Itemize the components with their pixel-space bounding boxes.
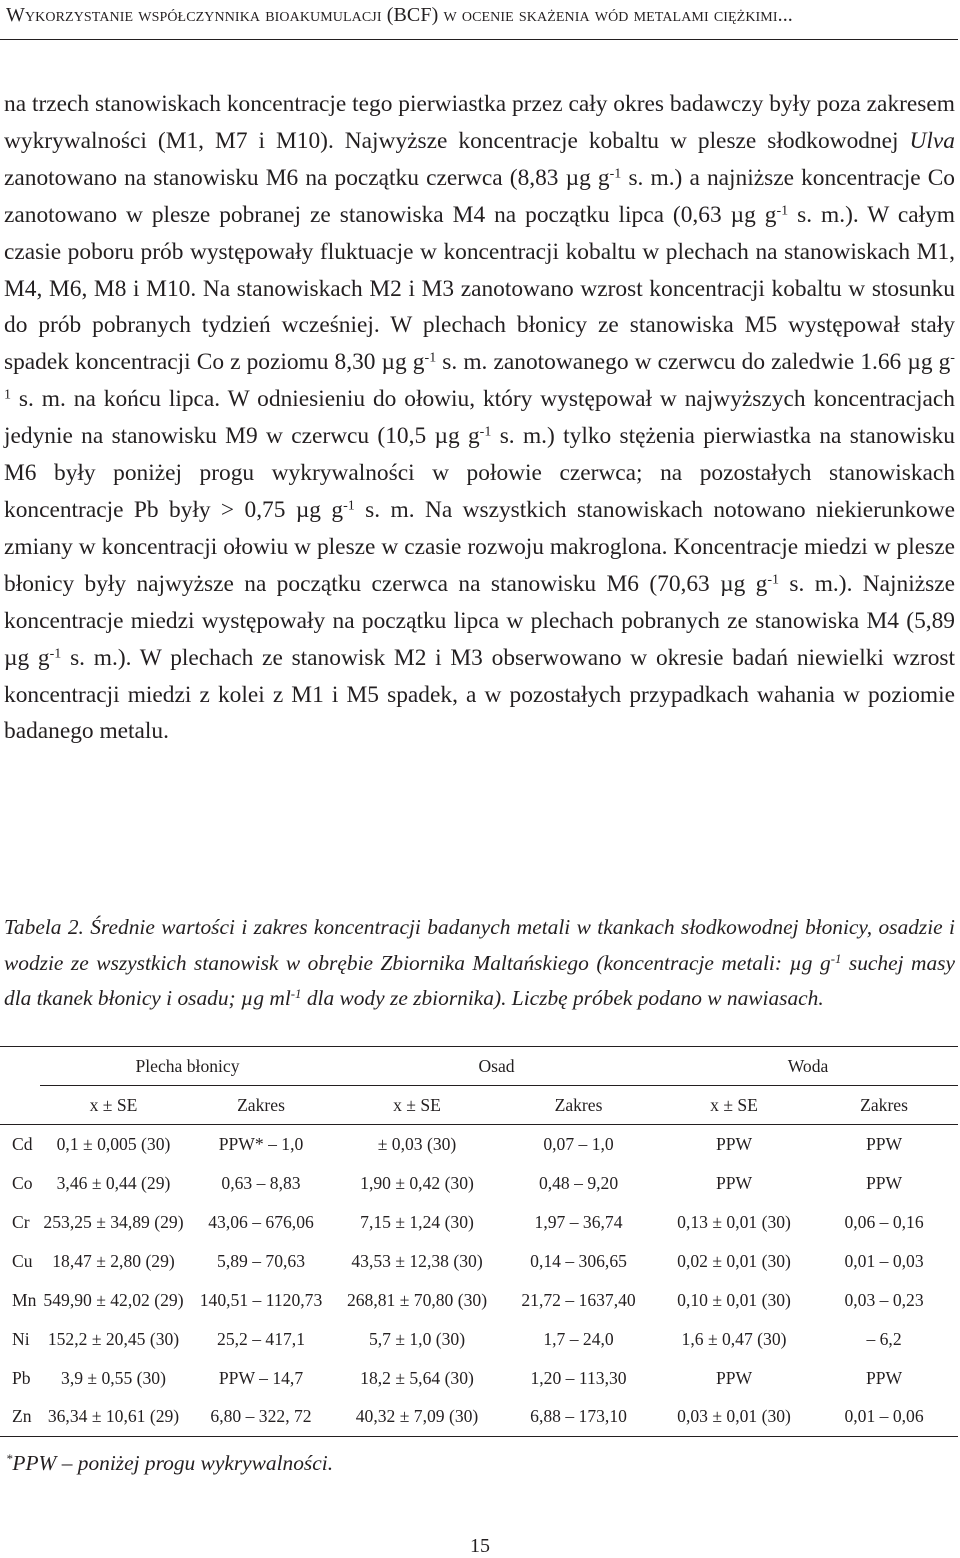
subheader-mean: x ± SE [658,1086,810,1125]
subheader-range: Zakres [499,1086,658,1125]
table-cell: 7,15 ± 1,24 (30) [360,1211,474,1232]
table-cell: 0,13 ± 0,01 (30) [677,1211,791,1232]
table-row [0,1125,958,1164]
element-symbol-cell: Co [12,1172,33,1193]
table-cell: PPW [865,1172,903,1193]
table-cell: 0,03 ± 0,01 (30) [677,1406,791,1427]
table-cell: 1,7 – 24,0 [543,1328,614,1349]
table-cell: PPW [865,1367,903,1388]
table-cell: 6,88 – 173,10 [530,1406,627,1427]
table-cell: 25,2 – 417,1 [217,1328,305,1349]
table-cell: 152,2 ± 20,45 (30) [47,1328,180,1349]
table-cell: 0,63 – 8,83 [221,1172,301,1193]
header-rule [0,39,958,40]
table-cell: ± 0,03 (30) [335,1125,499,1164]
table-cell: 1,90 ± 0,42 (30) [360,1172,474,1193]
table-cell: 5,89 – 70,63 [217,1250,305,1271]
table-cell: 0,01 – 0,06 [844,1406,924,1427]
table-cell: 1,6 ± 0,47 (30) [681,1328,787,1349]
table-cell: 0,07 – 1,0 [499,1125,658,1164]
table-cell: 40,32 ± 7,09 (30) [355,1406,479,1427]
table-group-header-row [0,1047,958,1086]
table-cell: 1,20 – 113,30 [530,1367,627,1388]
subheader-range: Zakres [187,1086,335,1125]
element-symbol-cell: Mn [12,1289,37,1310]
table-cell: 0,48 – 9,20 [538,1172,619,1193]
subheader-mean: x ± SE [40,1086,187,1125]
running-head: Wykorzystanie współczynnika bioakumulacji (BCF) w ocenie skażenia wód metalami ciężkimi... [6,4,793,26]
table-cell: 140,51 – 1120,73 [199,1289,323,1310]
table-row [0,1242,958,1281]
table-row [0,1320,958,1359]
table-row [0,1164,958,1203]
table-corner-cell [0,1047,40,1086]
subheader-mean: x ± SE [335,1086,499,1125]
table-cell: 0,01 – 0,03 [844,1250,924,1271]
table-cell: PPW [658,1125,810,1164]
group-header-plecha: Plecha błonicy [135,1055,240,1076]
table-cell: 0,1 ± 0,005 (30) [40,1125,187,1164]
table-cell: 6,80 – 322, 72 [210,1406,312,1427]
table-cell: 5,7 ± 1,0 (30) [368,1328,466,1349]
element-symbol-cell: Zn [12,1406,32,1427]
table-row [0,1281,958,1320]
table-cell: PPW [715,1367,753,1388]
table-cell: 43,53 ± 12,38 (30) [351,1250,483,1271]
table-corner-cell [0,1086,40,1125]
group-header-osad: Osad [478,1055,515,1076]
table-cell: PPW* – 1,0 [187,1125,335,1164]
table-cell: 0,14 – 306,65 [530,1250,627,1271]
table-cell: 1,97 – 36,74 [534,1211,623,1232]
table-cell: 0,06 – 0,16 [844,1211,924,1232]
subheader-range: Zakres [810,1086,958,1125]
table-cell: 253,25 ± 34,89 (29) [43,1211,184,1232]
element-symbol-cell: Ni [12,1328,30,1349]
table-cell: PPW [810,1125,958,1164]
table-cell: PPW – 14,7 [218,1367,304,1388]
table-subheader-row [0,1086,958,1125]
table-cell: 0,03 – 0,23 [844,1289,924,1310]
element-symbol-cell: Pb [12,1367,31,1388]
table-cell: 43,06 – 676,06 [208,1211,314,1232]
table-cell: 18,47 ± 2,80 (29) [52,1250,175,1271]
table-cell: 0,10 ± 0,01 (30) [677,1289,791,1310]
element-symbol-cell: Cu [12,1250,33,1271]
table-cell: 21,72 – 1637,40 [521,1289,636,1310]
body-paragraph: na trzech stanowiskach koncentracje tego pierwiastka przez cały okres badawczy były poza zakresem wykrywalności (M1, M7 i M10). Najwyższe koncentracje kobaltu w plesze słodkowodnej Ulva zanotowano na stanowisku M6 na początku czerwca (8,83 µg $g^{-1}$ s. m.) a najniższe koncentracje Co zanotowano w plesze pobranej ze stanowiska M4 na początku lipca (0,63 µg $g^{-1}$ s. m.). W całym czasie poboru prób występowały fluktuacje w koncentracji kobaltu w plechach na stanowiskach M1, M4, M6, M8 i M10. Na stanowiskach M2 i M3 zanotowano wzrost koncentracji kobaltu w stosunku do prób pobranych tydzień wcześniej. W plechach błonicy ze stanowiska M5 występował stały spadek koncentracji Co z poziomu 8,30 µg $g^{-1}$ s. m. zanotowanego w czerwcu do zaledwie 1.66 µg $g^{-1}$ s. m. na końcu lipca. W odniesieniu do ołowiu, który występował w najwyższych koncentracjach jedynie na stanowisku M9 w czerwcu (10,5 µg $g^{-1}$ s. m.) tylko stężenia pierwiastka na stanowisku M6 były poniżej progu wykrywalności w połowie czerwca; na pozostałych stanowiskach koncentracje Pb były > 0,75 µg $g^{-1}$ s. m. Na wszystkich stanowiskach notowano niekierunkowe zmiany w koncentracji ołowiu w plesze w czasie rozwoju makroglona. Koncentracje miedzi w plesze błonicy były najwyższe na początku czerwca na stanowisku M6 (70,63 µg $g^{-1}$ s. m.). Najniższe koncentracje miedzi występowały na początku lipca w plechach pobranych ze stanowiska M4 (5,89 µg $g^{-1}$ s. m.). W plechach ze stanowisk M2 i M3 obserwowano w okresie badań niewielki wzrost koncentracji miedzi z kolei z M1 i M5 spadek, a w pozostałych przypadkach wahania w poziomie badanego metalu. [4,91,956,745]
table-cell: 268,81 ± 70,80 (30) [346,1289,488,1310]
table-cell: 3,9 ± 0,55 (30) [61,1367,166,1388]
table-cell: 36,34 ± 10,61 (29) [47,1406,180,1427]
table-cell: – 6,2 [866,1328,902,1349]
table-caption: Tabela 2. Średnie wartości i zakres koncentracji badanych metali w tkankach słodkowodnej błonicy, osadzie i wodzie ze wszystkich stanowisk w obrębie Zbiornika Maltańskiego (koncentracje metali: µg $g^{-1}$ suchej masy dla tkanek błonicy i osadu; µg $ml^{-1}$ dla wody ze zbiornika). Liczbę próbek podano w nawiasach. [4,915,955,1010]
table-cell: 3,46 ± 0,44 (29) [56,1172,171,1193]
element-symbol-cell: Cd [0,1125,40,1164]
table-row [0,1398,958,1437]
table-row [0,1203,958,1242]
table-cell: 18,2 ± 5,64 (30) [360,1367,474,1388]
table-row [0,1359,958,1398]
table-cell: PPW [715,1172,753,1193]
element-symbol-cell: Cr [12,1211,30,1232]
group-header-woda: Woda [787,1055,829,1076]
data-table [0,1046,958,1437]
table-cell: 0,02 ± 0,01 (30) [677,1250,791,1271]
table-footnote: *PPW – poniżej progu wykrywalności. [6,1451,334,1475]
page-number: 15 [470,1535,490,1557]
table-cell: 549,90 ± 42,02 (29) [43,1289,184,1310]
